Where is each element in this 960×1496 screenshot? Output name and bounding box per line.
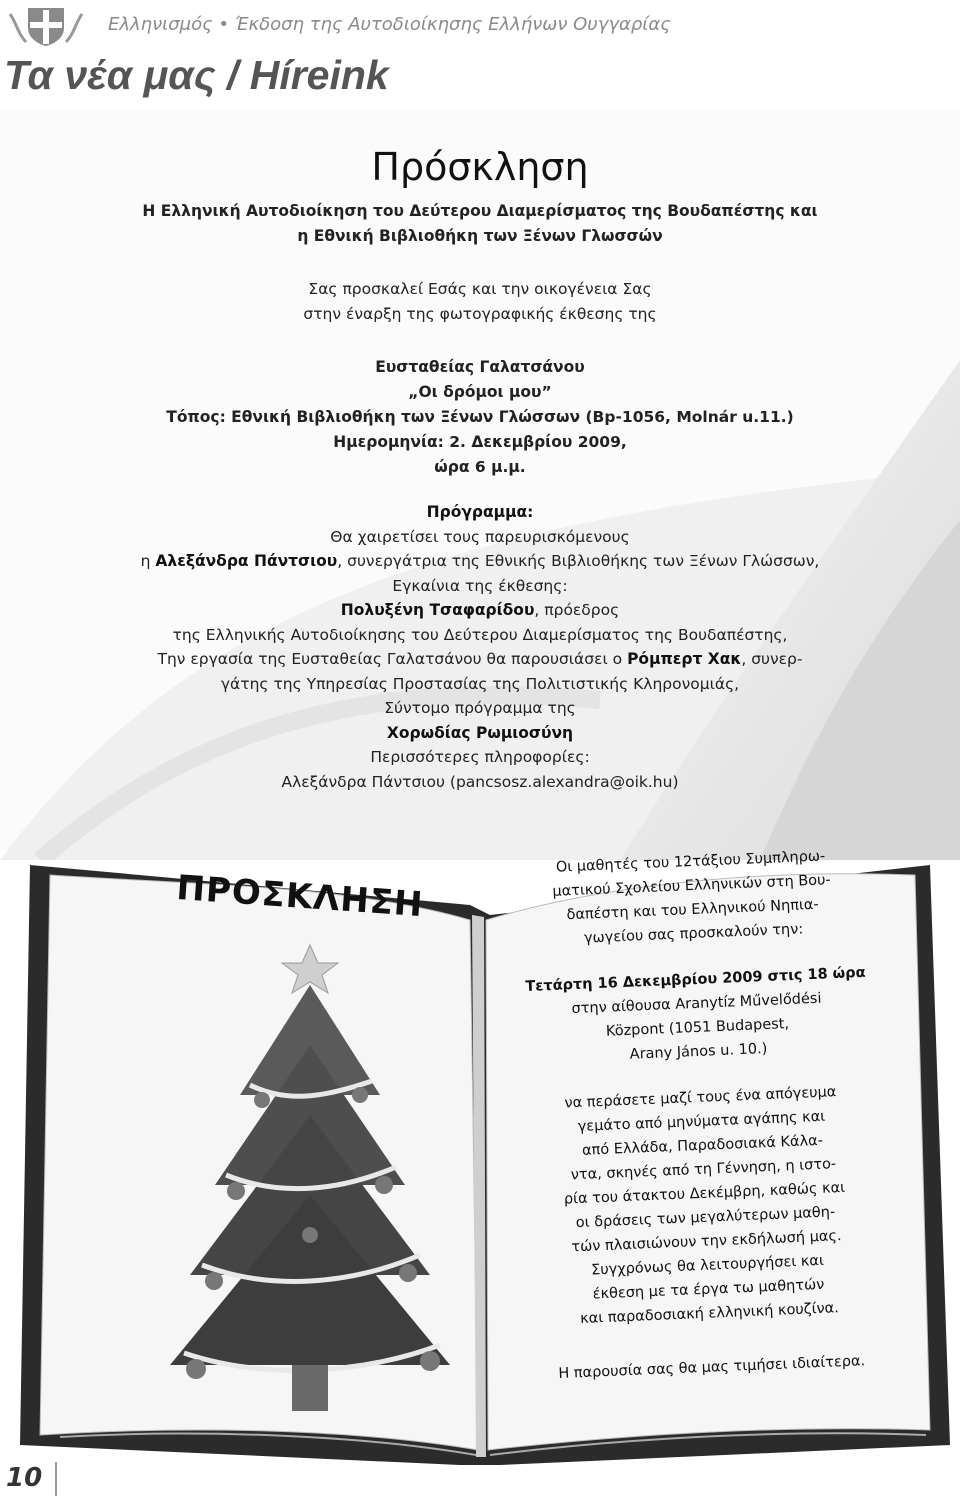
- invite-line: στην έναρξη της φωτογραφικής έκθεσης της: [303, 305, 657, 323]
- body-line: από Ελλάδα, Παραδοσιακά Κάλα-: [581, 1132, 824, 1159]
- body-line: Συγχρόνως θα λειτουργήσει και: [590, 1252, 825, 1279]
- person-name: Ρόμπερτ Χακ: [627, 650, 742, 668]
- program-line: Πολυξένη Τσαφαρίδου, πρόεδρος: [340, 601, 620, 619]
- invitation-title: Πρόσκληση: [371, 145, 589, 189]
- invite-line: Σας προσκαλεί Εσάς και την οικογένεια Σας: [308, 280, 652, 298]
- venue-line: στην αίθουσα Aranytíz Művelődési: [571, 990, 822, 1018]
- choir-name: Χορωδίας Ρωμιοσύνη: [386, 723, 574, 742]
- program-line: Εγκαίνια της έκθεσης:: [392, 576, 568, 595]
- program-line: Την εργασία της Ευσταθείας Γαλατσάνου θα παρουσιάσει ο Ρόμπερτ Χακ, συνερ-: [157, 650, 803, 668]
- page-number: 10: [6, 1463, 43, 1493]
- book-right-page: [500, 836, 902, 1387]
- exhibition-line: Ημερομηνία: 2. Δεκεμβρίου 2009,: [333, 433, 627, 451]
- intro-line: ματικού Σχολείου Ελληνικών στη Βου-: [552, 872, 832, 900]
- exhibition-line: „Οι δρόμοι μου”: [408, 383, 552, 401]
- body-line: έκθεση με τα έργα τω μαθητών: [592, 1276, 825, 1303]
- body-line: και παραδοσιακή ελληνική κουζίνα.: [579, 1300, 840, 1328]
- body-line: τών πλαισιώνουν την εκδήλωσή μας.: [571, 1228, 842, 1256]
- venue-line: Arany János u. 10.): [629, 1040, 768, 1063]
- org-line: η Εθνική Βιβλιοθήκη των Ξένων Γλωσσών: [297, 227, 663, 245]
- program-line: γάτης της Υπηρεσίας Προστασίας της Πολιτιστικής Κληρονομιάς,: [220, 674, 740, 693]
- exhibition-line: Τόπος: Εθνική Βιβλιοθήκη των Ξένων Γλώσσων (Bp-1056, Molnár u.11.): [166, 408, 794, 426]
- body-line: γεμάτο από μηνύματα αγάπης και: [577, 1108, 826, 1135]
- person-name: Αλεξάνδρα Πάντσιου: [155, 552, 338, 570]
- exhibition-line: ώρα 6 μ.μ.: [434, 458, 526, 476]
- contact-line: Αλεξάνδρα Πάντσιου (pancsosz.alexandra@oik.hu): [281, 772, 679, 791]
- body-line: να περάσετε μαζί τους ένα απόγευμα: [564, 1084, 837, 1112]
- body-line: ρία του άτακτου Δεκέμβρη, καθώς και: [563, 1179, 846, 1208]
- section-title: Τα νέα μας / Híreink: [4, 52, 389, 98]
- program-line: η Αλεξάνδρα Πάντσιου, συνεργάτρια της Εθνικής Βιβλιοθήκης των Ξένων Γλώσσων,: [140, 552, 820, 570]
- intro-line: δαπέστη και του Ελληνικού Νηπια-: [566, 896, 819, 924]
- venue-line: Központ (1051 Budapest,: [605, 1016, 790, 1040]
- program-line: της Ελληνικής Αυτοδιοίκησης του Δεύτερου Διαμερίσματος της Βουδαπέστης,: [172, 625, 788, 644]
- program-line: Σύντομο πρόγραμμα της: [384, 699, 576, 717]
- program-line: Περισσότερες πληροφορίες:: [370, 748, 590, 766]
- intro-line: γωγείου σας προσκαλούν την:: [583, 921, 804, 947]
- program-heading: Πρόγραμμα:: [426, 503, 534, 521]
- page-number-divider: [55, 1462, 57, 1496]
- book-heading: ΠΡΟΣΚΛΗΣΗ: [175, 868, 425, 926]
- coat-of-arms-logo: [6, 4, 86, 48]
- body-line: ντα, σκηνές από τη Γέννηση, η ιστο-: [570, 1156, 837, 1184]
- org-line: Η Ελληνική Αυτοδιοίκηση του Δεύτερου Διαμερίσματος της Βουδαπέστης και: [142, 202, 818, 220]
- intro-line: Οι μαθητές του 12τάξιου Συμπληρω-: [555, 848, 826, 876]
- magazine-header: Ελληνισμός • Έκδοση της Αυτοδιοίκησης Ελλήνων Ουγγαρίας: [108, 14, 671, 35]
- person-name: Πολυξένη Τσαφαρίδου: [340, 601, 535, 619]
- body-line: οι δράσεις των μεγαλύτερων μαθη-: [575, 1204, 836, 1232]
- program-line: Θα χαιρετίσει τους παρευρισκόμενους: [330, 527, 630, 546]
- closing-line: Η παρουσία σας θα μας τιμήσει ιδιαίτερα.: [558, 1353, 866, 1383]
- exhibition-line: Ευσταθείας Γαλατσάνου: [375, 358, 585, 376]
- event-date: Τετάρτη 16 Δεκεμβρίου 2009 στις 18 ώρα: [525, 964, 866, 996]
- page-header: [0, 0, 960, 110]
- invitation-block: [0, 145, 960, 794]
